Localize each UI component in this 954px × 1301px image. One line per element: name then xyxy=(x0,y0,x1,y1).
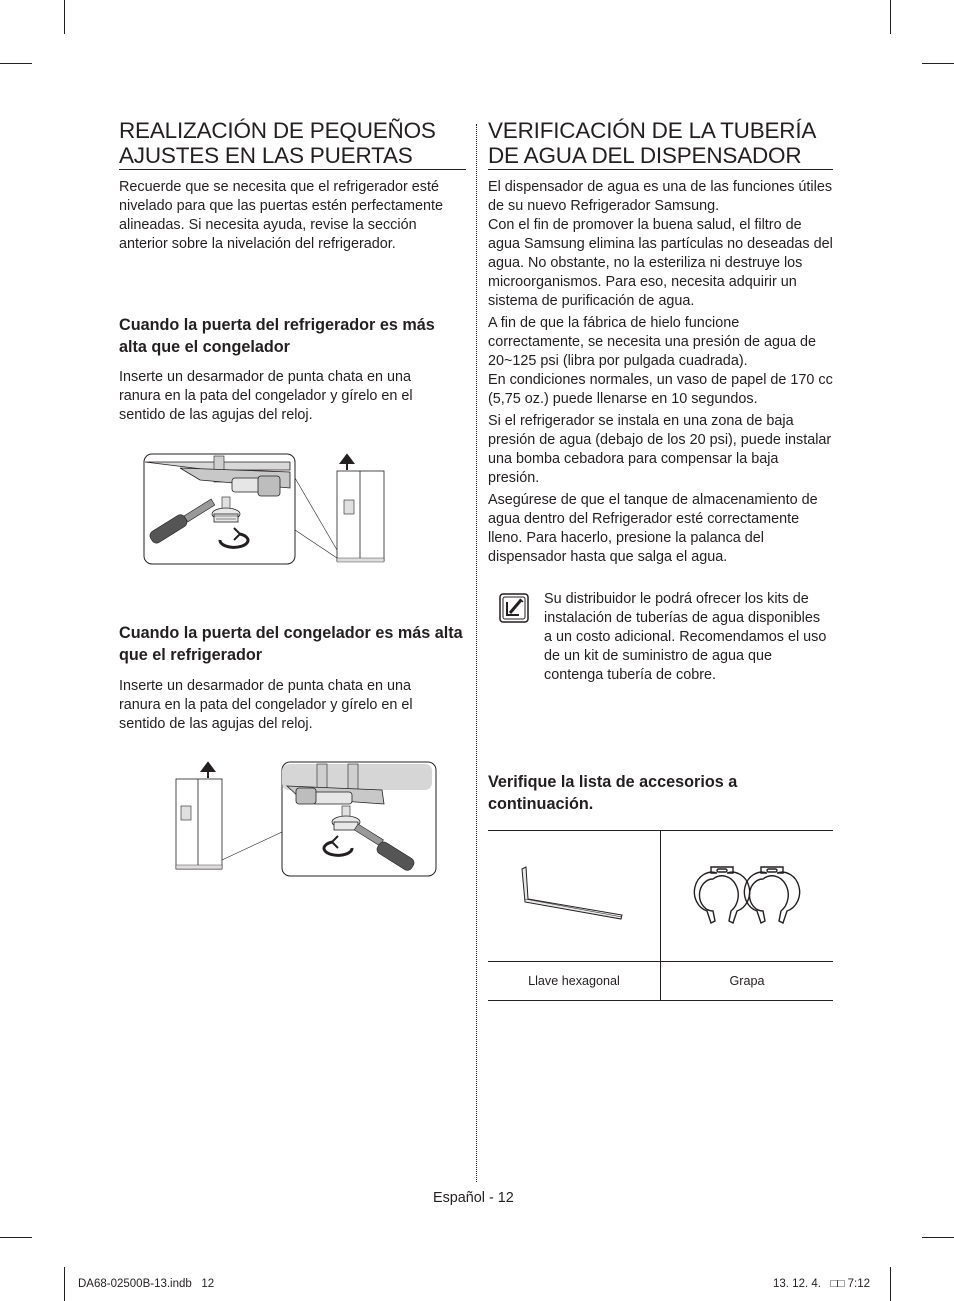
case1-heading: Cuando la puerta del refrigerador es más alta que el congelador xyxy=(119,316,435,356)
crop-mark xyxy=(890,1267,891,1301)
accessory-label: Grapa xyxy=(661,962,834,1001)
body-paragraph: En condiciones normales, un vaso de papel de 170 cc (5,75 oz.) puede llenarse en 10 segundos. xyxy=(488,372,833,407)
section-title-line: DE AGUA DEL DISPENSADOR xyxy=(488,143,802,168)
crop-mark xyxy=(64,0,65,34)
body-paragraph: Con el fin de promover la buena salud, el filtro de agua Samsung elimina las partículas no deseadas del agua. No obstante, no la esteriliza ni destruye los microorganismos. Para eso, necesita adquirir un sistema de purificación de agua. xyxy=(488,217,833,309)
case1-text: Inserte un desarmador de punta chata en una ranura en la pata del congelador y gírelo en el sentido de las agujas del reloj. xyxy=(119,369,413,423)
case2-heading: Cuando la puerta del congelador es más alta que el refrigerador xyxy=(119,624,463,664)
section-rule xyxy=(488,169,833,170)
hex-key-icon xyxy=(514,859,634,929)
crop-mark xyxy=(0,1237,32,1238)
case2-text: Inserte un desarmador de punta chata en una ranura en la pata del congelador y gírelo en el sentido de las agujas del reloj. xyxy=(119,678,413,732)
section-rule xyxy=(119,169,466,170)
water-line-body xyxy=(488,178,833,570)
crop-mark xyxy=(922,63,954,64)
accessories-table xyxy=(488,830,833,1001)
accessory-cell-clip xyxy=(661,831,834,962)
accessories-heading: Verifique la lista de accesorios a continuación. xyxy=(488,773,738,813)
intro-paragraph: Recuerde que se necesita que el refrigerador esté nivelado para que las puertas estén perfectamente alineadas. Si necesita ayuda, revise la sección anterior sobre la nivelación del refrigerador. xyxy=(119,179,444,252)
section-title-line: REALIZACIÓN DE PEQUEÑOS xyxy=(119,118,436,143)
fridge-leveling-illustration-2 xyxy=(172,756,440,880)
section-title-water-line xyxy=(488,118,816,168)
section-title-line: VERIFICACIÓN DE LA TUBERÍA xyxy=(488,118,817,143)
body-paragraph: El dispensador de agua es una de las funciones útiles de su nuevo Refrigerador Samsung. xyxy=(488,179,833,214)
page-number: Español - 12 xyxy=(433,1190,514,1206)
body-paragraph: Asegúrese de que el tanque de almacenamiento de agua dentro del Refrigerador esté correctamente lleno. Para hacerlo, presione la palanca del dispensador hasta que salga el agua. xyxy=(488,492,818,565)
date-slug: 13. 12. 4. □□ 7:12 xyxy=(773,1278,871,1290)
file-slug: DA68-02500B-13.indb 12 xyxy=(78,1278,215,1290)
clip-icon xyxy=(687,859,807,929)
body-paragraph: A fin de que la fábrica de hielo funcione correctamente, se necesita una presión de agua de 20~125 psi (libra por pulgada cuadrada). xyxy=(488,315,816,369)
crop-mark xyxy=(922,1237,954,1238)
fridge-leveling-illustration-1 xyxy=(140,450,400,570)
body-paragraph: Si el refrigerador se instala en una zona de baja presión de agua (debajo de los 20 psi), puede instalar una bomba cebadora para compensar la baja presión. xyxy=(488,413,832,486)
note-icon xyxy=(499,593,529,623)
crop-mark xyxy=(0,63,32,64)
accessory-cell-hex-key xyxy=(488,831,661,962)
section-title-door-adjustments xyxy=(119,118,436,168)
note-text: Su distribuidor le podrá ofrecer los kits de instalación de tuberías de agua disponibles a un costo adicional. Recomendamos el uso de un kit de suministro de agua que contenga tubería de cobre. xyxy=(544,591,827,683)
column-divider xyxy=(476,124,477,1182)
crop-mark xyxy=(64,1267,65,1301)
crop-mark xyxy=(890,0,891,34)
accessory-label: Llave hexagonal xyxy=(488,962,661,1001)
section-title-line: AJUSTES EN LAS PUERTAS xyxy=(119,143,413,168)
